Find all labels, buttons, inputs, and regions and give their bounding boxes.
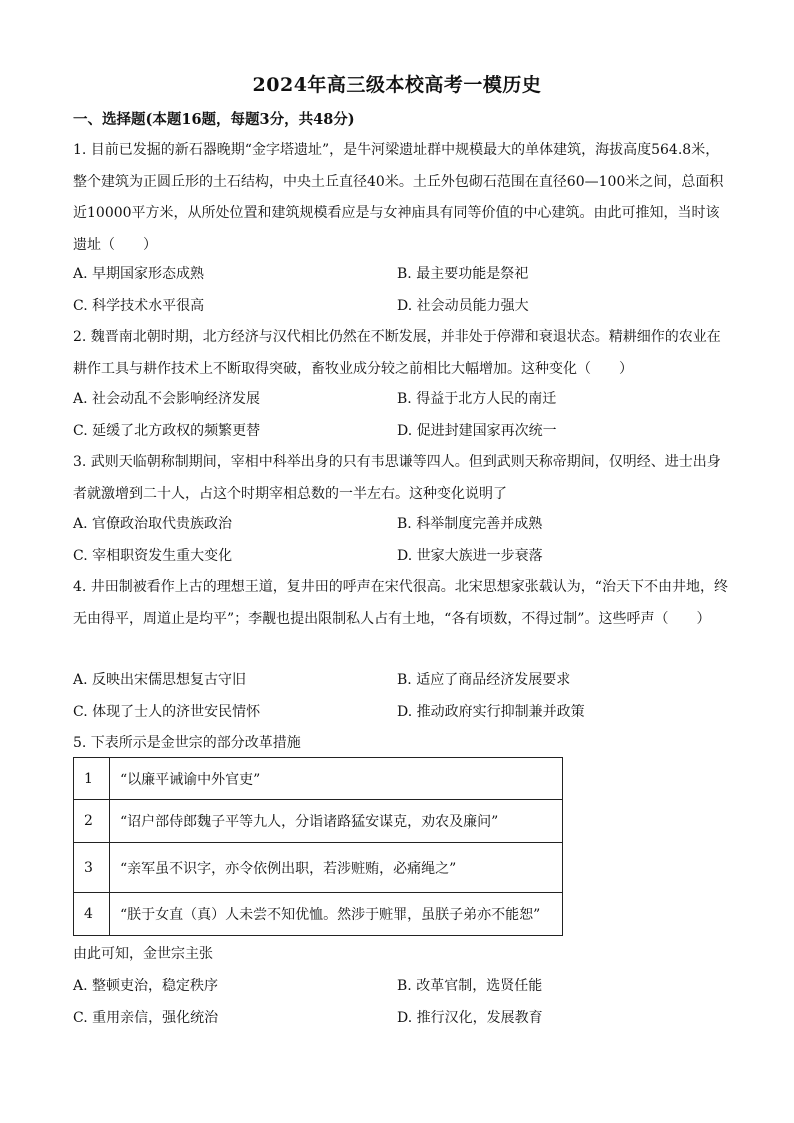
question-2-option-a[interactable]: A. 社会动乱不会影响经济发展	[73, 391, 261, 407]
table-cell-text: “以廉平诫谕中外官吏”	[110, 758, 563, 800]
question-5-option-d[interactable]: D. 推行汉化，发展教育	[397, 1010, 543, 1026]
question-1-option-b[interactable]: B. 最主要功能是祭祀	[397, 266, 529, 282]
table-row	[74, 758, 563, 800]
table-row	[74, 800, 563, 843]
section-heading: 一、选择题(本题16题，每题3分，共48分)	[73, 111, 355, 128]
question-3-option-a[interactable]: A. 官僚政治取代贵族政治	[73, 516, 233, 532]
question-5-stem: 5. 下表所示是金世宗的部分改革措施	[73, 735, 301, 751]
table-row	[74, 893, 563, 936]
table-cell-number: 2	[74, 800, 110, 843]
question-1-option-c[interactable]: C. 科学技术水平很高	[73, 298, 205, 314]
question-2-option-b[interactable]: B. 得益于北方人民的南迁	[397, 391, 557, 407]
question-4-option-a[interactable]: A. 反映出宋儒思想复古守旧	[73, 672, 247, 688]
question-5-option-b[interactable]: B. 改革官制，选贤任能	[397, 978, 543, 994]
table-row	[74, 843, 563, 893]
question-4-option-c[interactable]: C. 体现了士人的济世安民情怀	[73, 704, 261, 720]
question-4-option-d[interactable]: D. 推动政府实行抑制兼并政策	[397, 704, 585, 720]
question-2-option-c[interactable]: C. 延缓了北方政权的频繁更替	[73, 423, 261, 439]
page-title: 2024年高三级本校高考一模历史	[252, 74, 542, 96]
question-1-stem: 1. 目前已发掘的新石器晚期“金字塔遗址”，是牛河梁遗址群中规模最大的单体建筑，海拔高度564.8米，整个建筑为正圆丘形的土石结构，中央土丘直径40米。土丘外包砌石范围在直径60—100米之间，总面积近10000平方米，从所处位置和建筑规模看应是与女神庙具有同等价值的中心建筑。由此可推知，当时该遗址（ ）	[73, 142, 724, 253]
question-4-stem: 4. 井田制被看作上古的理想王道，复井田的呼声在宋代很高。北宋思想家张载认为，“治天下不由井地，终无由得平，周道止是均平”；李觏也提出限制私人占有土地，“各有顷数，不得过制”。这些呼声（ ）	[73, 579, 728, 627]
table-cell-text: “亲军虽不识字，亦令依例出职，若涉赃贿，必痛绳之”	[110, 843, 563, 893]
question-5-followup: 由此可知，金世宗主张	[73, 946, 213, 962]
question-1-option-d[interactable]: D. 社会动员能力强大	[397, 298, 529, 314]
question-3-stem: 3. 武则天临朝称制期间，宰相中科举出身的只有韦思谦等四人。但到武则天称帝期间，仅明经、进士出身者就激增到二十人，占这个时期宰相总数的一半左右。这种变化说明了	[73, 454, 721, 502]
reform-table	[73, 757, 563, 936]
table-cell-text: “朕于女直（真）人未尝不知优恤。然涉于赃罪，虽朕子弟亦不能恕”	[110, 893, 563, 936]
table-cell-number: 1	[74, 758, 110, 800]
question-3-option-d[interactable]: D. 世家大族进一步衰落	[397, 548, 543, 564]
table-cell-number: 3	[74, 843, 110, 893]
question-4-option-b[interactable]: B. 适应了商品经济发展要求	[397, 672, 571, 688]
question-3-option-c[interactable]: C. 宰相职资发生重大变化	[73, 548, 233, 564]
question-5-option-a[interactable]: A. 整顿吏治，稳定秩序	[73, 978, 219, 994]
table-cell-text: “诏户部侍郎魏子平等九人，分诣诸路猛安谋克，劝农及廉问”	[110, 800, 563, 843]
question-2-option-d[interactable]: D. 促进封建国家再次统一	[397, 423, 557, 439]
question-5-option-c[interactable]: C. 重用亲信，强化统治	[73, 1010, 219, 1026]
table-cell-number: 4	[74, 893, 110, 936]
question-3-option-b[interactable]: B. 科举制度完善并成熟	[397, 516, 543, 532]
question-2-stem: 2. 魏晋南北朝时期，北方经济与汉代相比仍然在不断发展，并非处于停滞和衰退状态。精耕细作的农业在耕作工具与耕作技术上不断取得突破，畜牧业成分较之前相比大幅增加。这种变化（ ）	[73, 329, 721, 377]
question-1-option-a[interactable]: A. 早期国家形态成熟	[73, 266, 205, 282]
